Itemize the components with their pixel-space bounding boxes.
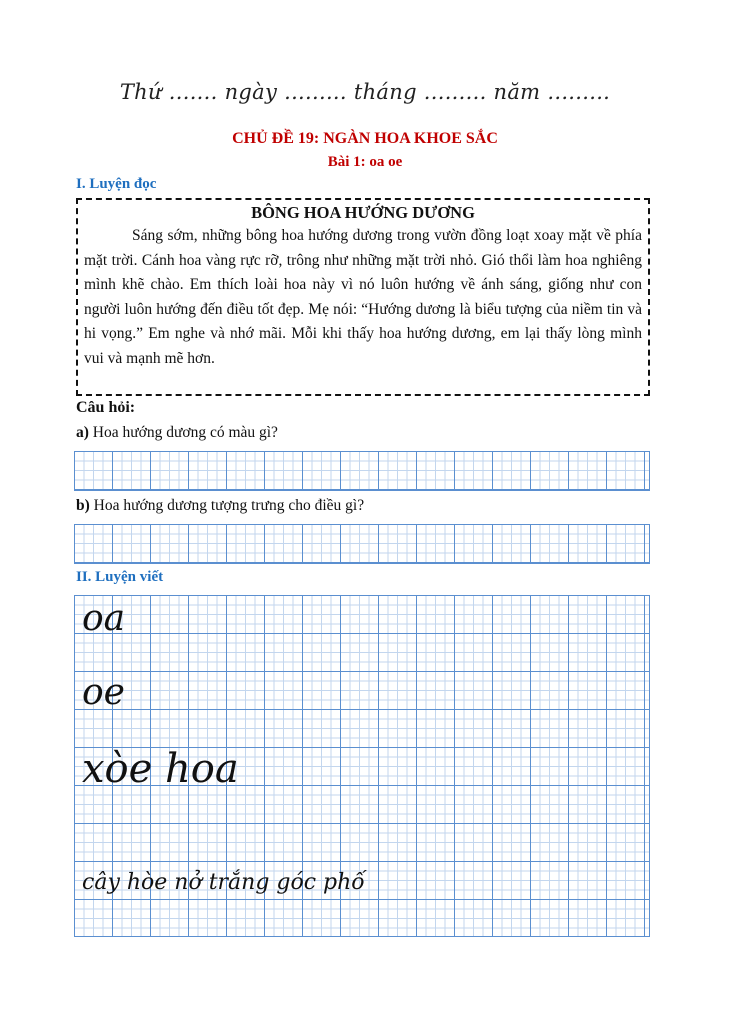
question-b xyxy=(76,497,364,515)
writing-sample-oa: oa xyxy=(82,598,126,639)
question-a-text: Hoa hướng dương có màu gì? xyxy=(92,424,278,441)
answer-grid-b[interactable] xyxy=(74,524,650,564)
writing-sample-sentence: cây hòe nở trắng góc phố xyxy=(82,870,365,895)
section-reading-heading: I. Luyện đọc xyxy=(76,176,157,192)
question-b-label: b) xyxy=(76,497,90,514)
question-a xyxy=(76,424,278,442)
answer-grid-a[interactable] xyxy=(74,451,650,491)
reading-passage-box xyxy=(76,198,650,396)
passage-title: BÔNG HOA HƯỚNG DƯƠNG xyxy=(251,203,475,222)
question-a-label: a) xyxy=(76,424,89,441)
writing-sample-oe: oe xyxy=(82,672,125,713)
questions-title: Câu hỏi: xyxy=(76,399,136,416)
date-line: Thứ ....... ngày ......... tháng ......... năm ......... xyxy=(119,80,611,104)
question-b-text: Hoa hướng dương tượng trưng cho điều gì? xyxy=(93,497,365,514)
section-writing-heading: II. Luyện viết xyxy=(76,569,164,585)
passage-text: Sáng sớm, những bông hoa hướng dương trong vườn đồng loạt xoay mặt về phía mặt trời. Cánh hoa vàng rực rỡ, trông như những mặt trời nhỏ. Gió thổi làm hoa nghiêng mình khẽ chào. Em thích loài hoa này vì nó luôn hướng về ánh sáng, giống như con người luôn hướng đến điều tốt đẹp. Mẹ nói: “Hướng dương là biểu tượng của niềm tin và hi vọng.” Em nghe và nhớ mãi. Mỗi khi thấy hoa hướng dương, em lại thấy lòng mình vui và mạnh mẽ hơn. xyxy=(84,227,642,367)
topic-title: CHỦ ĐỀ 19: NGÀN HOA KHOE SẮC xyxy=(232,130,498,147)
lesson-title: Bài 1: oa oe xyxy=(327,154,403,170)
writing-sample-xoe-hoa: xòe hoa xyxy=(82,746,239,792)
